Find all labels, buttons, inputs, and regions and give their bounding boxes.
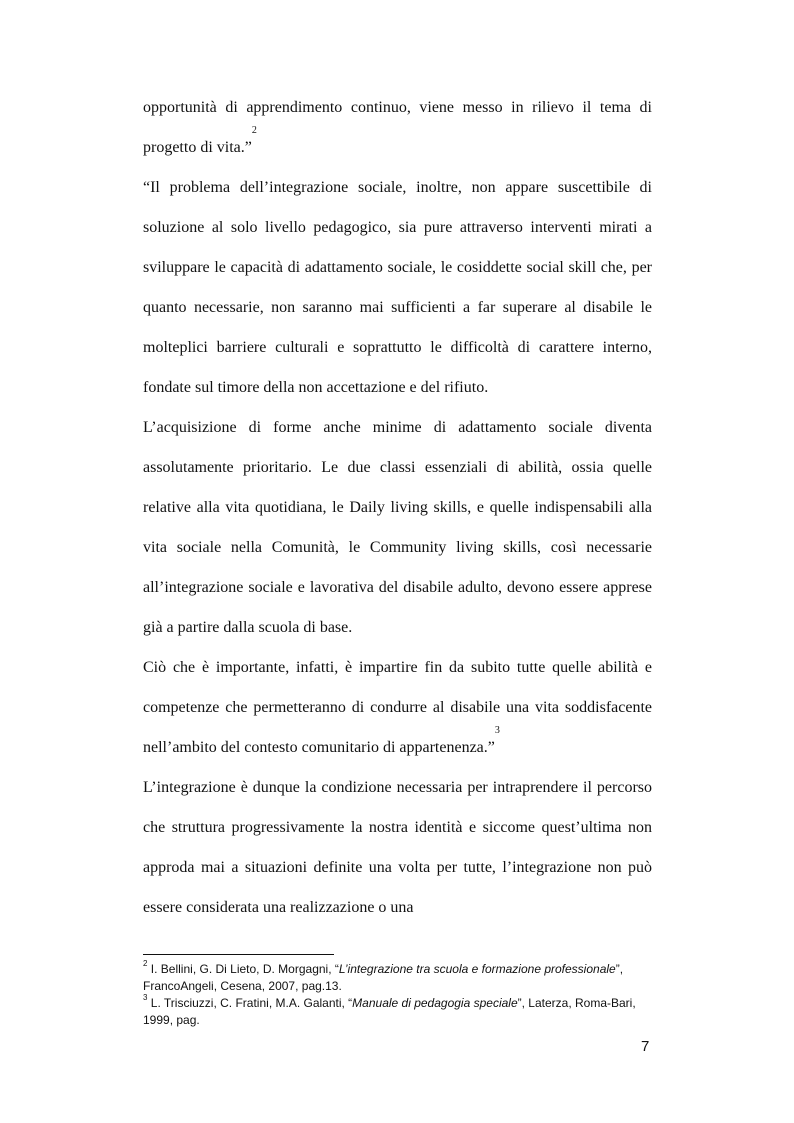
footnote-separator xyxy=(143,954,334,955)
footnote-ref-3[interactable]: 3 xyxy=(494,725,500,736)
paragraph-3: L’acquisizione di forme anche minime di adattamento sociale diventa assolutamente prioritario. Le due classi essenziali di abilità, ossia quelle relative alla vita quotidiana, le Daily living skills, e quelle indispensabili alla vita sociale nella Comunità, le Community living skills, così necessarie all’integrazione sociale e lavorativa del disabile adulto, devono essere apprese già a partire dalla scuola di base. xyxy=(143,419,652,636)
paragraph-4 xyxy=(143,648,652,768)
page-number: 7 xyxy=(641,1038,650,1055)
paragraph-1 xyxy=(143,88,652,168)
footnote-title: Manuale di pedagogia speciale xyxy=(352,996,518,1010)
paragraph-4-text: Ciò che è importante, infatti, è impartire fin da subito tutte quelle abilità e competenze che permetteranno di condurre al disabile una vita soddisfacente nell’ambito del contesto comunitario di appartenenza.” xyxy=(143,659,652,756)
footnote-3 xyxy=(143,995,652,1029)
footnote-2 xyxy=(143,961,652,995)
body-text xyxy=(143,88,652,928)
footnote-authors: L. Trisciuzzi, C. Fratini, M.A. Galanti, “ xyxy=(150,996,353,1010)
paragraph-1-text: opportunità di apprendimento continuo, viene messo in rilievo il tema di progetto di vita.” xyxy=(143,99,652,156)
paragraph-5: L’integrazione è dunque la condizione necessaria per intraprendere il percorso che struttura progressivamente la nostra identità e siccome quest’ultima non approda mai a situazioni definite una volta per tutte, l’integrazione non può essere considerata una realizzazione o una xyxy=(143,779,652,916)
footnote-publication: ”, Laterza, Roma-Bari, 1999, pag. xyxy=(143,996,636,1027)
footnote-publication: ”, FrancoAngeli, Cesena, 2007, pag.13. xyxy=(143,962,624,993)
footnote-number: 3 xyxy=(143,993,148,1002)
footnote-authors: I. Bellini, G. Di Lieto, D. Morgagni, “ xyxy=(150,962,339,976)
paragraph-2: “Il problema dell’integrazione sociale, inoltre, non appare suscettibile di soluzione al solo livello pedagogico, sia pure attraverso interventi mirati a sviluppare le capacità di adattamento sociale, le cosiddette social skill che, per quanto necessarie, non saranno mai sufficienti a far superare al disabile le molteplici barriere culturali e soprattutto le difficoltà di carattere interno, fondate sul timore della non accettazione e del rifiuto. xyxy=(143,179,652,396)
footnote-number: 2 xyxy=(143,959,148,968)
footnote-title: L’integrazione tra scuola e formazione professionale xyxy=(338,962,616,976)
footnotes xyxy=(143,961,652,1029)
footnote-ref-2[interactable]: 2 xyxy=(251,125,257,136)
